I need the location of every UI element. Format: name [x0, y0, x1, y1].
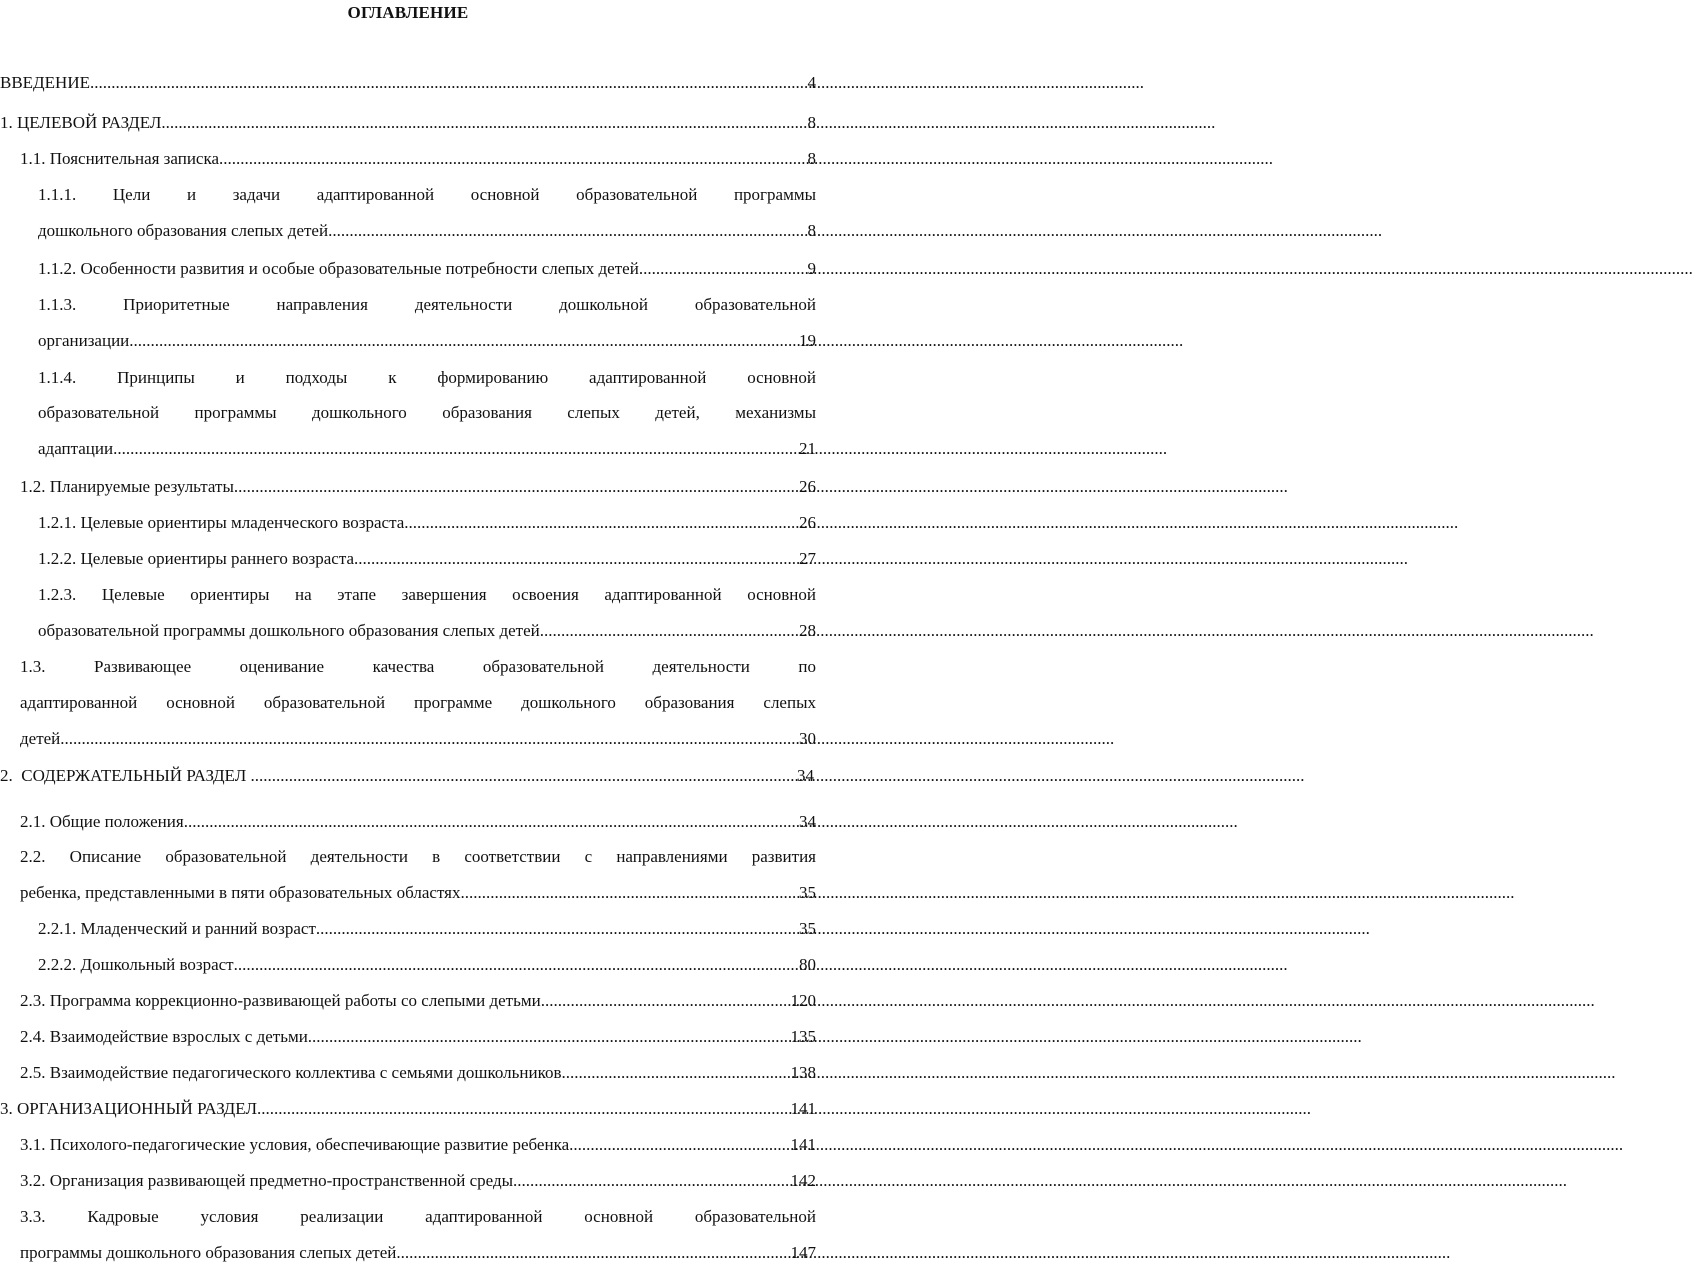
toc-entry-text: адаптации — [38, 439, 114, 458]
toc-entry-text: дошкольного образования слепых детей — [38, 221, 329, 240]
toc-entry-text: 2.4. Взаимодействие взрослых с детьми — [20, 1027, 308, 1046]
toc-entry-text: 2.3. Программа коррекционно-развивающей работы со слепыми детьми — [20, 991, 541, 1010]
toc-page-number: 80 — [799, 955, 816, 974]
toc-page-number: 21 — [799, 439, 816, 458]
toc-entry-1-2-1[interactable] — [38, 513, 816, 532]
toc-dot-leader — [234, 955, 798, 974]
toc-page-number: 141 — [790, 1135, 816, 1154]
toc-page-number: 120 — [790, 991, 816, 1010]
toc-entry-1-1-3[interactable] — [38, 295, 816, 350]
toc-page-number: 138 — [790, 1063, 816, 1082]
toc-dot-leader — [161, 113, 806, 132]
toc-page-number: 34 — [799, 812, 816, 831]
toc-entry-text: 3. ОРГАНИЗАЦИОННЫЙ РАЗДЕЛ — [0, 1099, 257, 1118]
toc-dot-leader — [316, 919, 798, 938]
toc-entry-1-1[interactable] — [20, 149, 816, 168]
toc-dot-leader — [250, 766, 796, 785]
toc-dot-leader — [562, 1063, 790, 1082]
toc-entry-1-1-1[interactable] — [38, 185, 816, 240]
toc-entry-1-3[interactable] — [20, 657, 816, 748]
toc-page-number: 27 — [799, 549, 816, 568]
toc-entry-text: 1.1.3. Приоритетные направления деятельности дошкольной образовательной — [38, 295, 816, 314]
toc-entry-text: детей — [20, 729, 61, 748]
toc-entry-text: 2.2.2. Дошкольный возраст — [38, 955, 234, 974]
toc-entry-text: адаптированной основной образовательной программе дошкольного образования слепых — [20, 693, 816, 712]
toc-page-number: 135 — [790, 1027, 816, 1046]
toc-entry-text: 1.2.3. Целевые ориентиры на этапе завершения освоения адаптированной основной — [38, 585, 816, 604]
toc-dot-leader — [569, 1135, 789, 1154]
toc-entry-1-2-2[interactable] — [38, 549, 816, 568]
toc-entry-2-2[interactable] — [20, 847, 816, 902]
toc-dot-leader — [396, 1243, 789, 1262]
toc-entry-text: 2. СОДЕРЖАТЕЛЬНЫЙ РАЗДЕЛ — [0, 766, 251, 785]
toc-entry-text: образовательной программы дошкольного образования слепых детей, механизмы — [38, 403, 816, 422]
toc-entry-text: 3.1. Психолого-педагогические условия, обеспечивающие развитие ребенка — [20, 1135, 570, 1154]
toc-page-number: 8 — [807, 113, 816, 132]
toc-entry-text: 2.5. Взаимодействие педагогического коллектива с семьями дошкольников — [20, 1063, 562, 1082]
toc-page-number: 35 — [799, 883, 816, 902]
toc-page-number: 26 — [799, 477, 816, 496]
toc-entry-text: 1.1.2. Особенности развития и особые образовательные потребности слепых детей — [38, 259, 639, 278]
toc-entry-2-2-2[interactable] — [38, 955, 816, 974]
toc-page-number: 8 — [807, 149, 816, 168]
toc-entry-text: 1.1.4. Принципы и подходы к формированию адаптированной основной — [38, 368, 816, 387]
toc-page-number: 26 — [799, 513, 816, 532]
toc-dot-leader — [328, 221, 806, 240]
toc-entry-text: 1.2. Планируемые результаты — [20, 477, 234, 496]
toc-page-number: 142 — [790, 1171, 816, 1190]
toc-page-number: 19 — [799, 331, 816, 350]
toc-dot-leader — [308, 1027, 790, 1046]
toc-page-number: 28 — [799, 621, 816, 640]
toc-entry-2-4[interactable] — [20, 1027, 816, 1046]
toc-entry-text: 2.1. Общие положения — [20, 812, 184, 831]
toc-entry-2-1[interactable] — [20, 812, 816, 831]
toc-entry-text: образовательной программы дошкольного образования слепых детей — [38, 621, 540, 640]
toc-dot-leader — [184, 812, 798, 831]
toc-entry-text: 3.3. Кадровые условия реализации адаптированной основной образовательной — [20, 1207, 816, 1226]
toc-entry-3-3[interactable] — [20, 1207, 816, 1262]
toc-entry-text: 1. ЦЕЛЕВОЙ РАЗДЕЛ — [0, 113, 162, 132]
toc-dot-leader — [639, 259, 807, 278]
toc-entry-1-1-4[interactable] — [38, 368, 816, 458]
toc-dot-leader — [129, 331, 798, 350]
toc-entry-section-2[interactable] — [0, 766, 814, 785]
toc-entry-text: организации — [38, 331, 130, 350]
toc-entry-text: программы дошкольного образования слепых детей — [20, 1243, 397, 1262]
toc-entry-text: 1.3. Развивающее оценивание качества образовательной деятельности по — [20, 657, 816, 676]
toc-entry-text: 1.2.2. Целевые ориентиры раннего возраста — [38, 549, 355, 568]
toc-page-number: 8 — [807, 221, 816, 240]
toc-entry-section-1[interactable] — [0, 113, 816, 132]
toc-title: ОГЛАВЛЕНИЕ — [347, 3, 469, 22]
toc-entry-2-2-1[interactable] — [38, 919, 816, 938]
toc-entry-3-2[interactable] — [20, 1171, 816, 1190]
toc-dot-leader — [113, 439, 798, 458]
toc-entry-text: 1.1. Пояснительная записка — [20, 149, 220, 168]
toc-entry-text: 2.2. Описание образовательной деятельности в соответствии с направлениями развития — [20, 847, 816, 866]
toc-entry-1-2[interactable] — [20, 477, 816, 496]
toc-dot-leader — [513, 1171, 789, 1190]
toc-entry-introduction[interactable] — [0, 73, 816, 92]
toc-entry-text: ребенка, представленными в пяти образовательных областях — [20, 883, 461, 902]
toc-page-number: 30 — [799, 729, 816, 748]
toc-page-number: 9 — [807, 259, 816, 278]
toc-dot-leader — [461, 883, 798, 902]
toc-entry-2-3[interactable] — [20, 991, 816, 1010]
toc-dot-leader — [219, 149, 806, 168]
toc-page — [0, 0, 816, 1278]
toc-page-number: 147 — [790, 1243, 816, 1262]
toc-entry-text: 3.2. Организация развивающей предметно-пространственной среды — [20, 1171, 514, 1190]
toc-entry-2-5[interactable] — [20, 1063, 816, 1082]
toc-dot-leader — [354, 549, 798, 568]
toc-entry-section-3[interactable] — [0, 1099, 816, 1118]
toc-dot-leader — [404, 513, 798, 532]
toc-page-number: 34 — [797, 766, 814, 785]
toc-entry-text: 1.2.1. Целевые ориентиры младенческого возраста — [38, 513, 405, 532]
toc-page-number: 4 — [807, 73, 816, 92]
toc-entry-1-1-2[interactable] — [38, 259, 816, 278]
toc-entry-1-2-3[interactable] — [38, 585, 816, 640]
toc-page-number: 35 — [799, 919, 816, 938]
toc-entry-text: ВВЕДЕНИЕ — [0, 73, 90, 92]
toc-page-number: 141 — [790, 1099, 816, 1118]
toc-dot-leader — [234, 477, 798, 496]
toc-dot-leader — [60, 729, 798, 748]
toc-dot-leader — [540, 621, 798, 640]
toc-entry-text: 1.1.1. Цели и задачи адаптированной основной образовательной программы — [38, 185, 816, 204]
toc-entry-3-1[interactable] — [20, 1135, 816, 1154]
toc-dot-leader — [541, 991, 790, 1010]
toc-dot-leader — [257, 1099, 790, 1118]
toc-dot-leader — [90, 73, 807, 92]
toc-entry-text: 2.2.1. Младенческий и ранний возраст — [38, 919, 316, 938]
